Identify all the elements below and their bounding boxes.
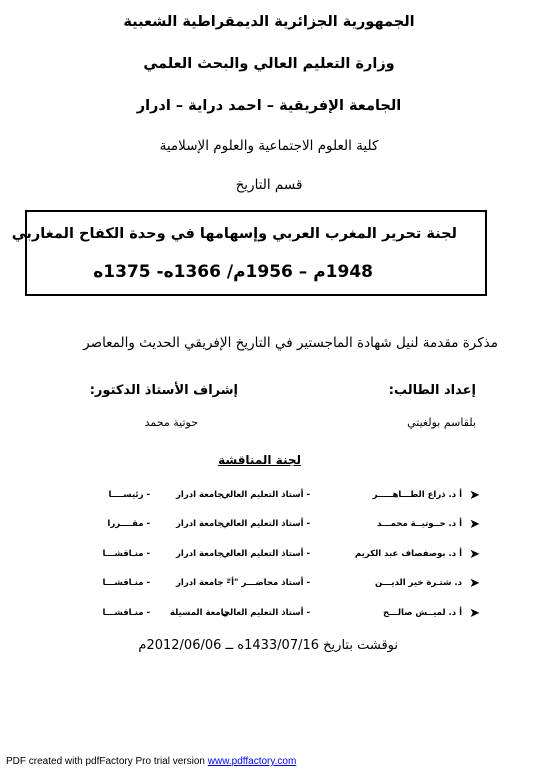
member-role: - منـاقشـــا (102, 549, 150, 559)
thesis-dates: 1948م – 1956م/ 1366ه- 1375ه (93, 262, 373, 282)
committee-member-row (60, 516, 480, 536)
faculty-heading: كلية العلوم الاجتماعية والعلوم الإسلامية (159, 138, 379, 154)
student-label: إعداد الطالب: (388, 383, 476, 398)
arrow-icon: ➤ (469, 547, 480, 562)
university-heading: الجامعة الإفريقية – احمد دراية – ادرار (136, 98, 402, 114)
member-name: د. شتـرة خير الديـــن (375, 578, 462, 588)
member-name: أ د. ذراع الطـــاهـــــر (372, 490, 462, 500)
member-rank: - أستاذ التعليم العالي (221, 490, 310, 500)
member-university: - جامعة ادرار (176, 549, 230, 559)
member-role: - مقــــررا (107, 519, 150, 529)
member-rank: - أستاذ محاضـــر "أ" (226, 578, 310, 588)
arrow-icon: ➤ (469, 517, 480, 532)
committee-member-row (60, 487, 480, 507)
thesis-title-box (11, 210, 487, 296)
footer-link[interactable]: www.pdffactory.com (207, 756, 297, 767)
member-university: - جامعة ادرار (176, 490, 230, 500)
member-university: جامعة المسيلة (169, 608, 230, 618)
member-role: - منـاقشـــا (102, 578, 150, 588)
student-name: بلقاسم بولغيتي (407, 416, 476, 429)
member-role: - منـاقشـــا (102, 608, 150, 618)
defense-date: نوقشت بتاريخ 1433/07/16ه ــ 2012/06/06م (138, 638, 398, 653)
committee-member-row (60, 546, 480, 566)
thesis-note: مذكرة مقدمة لنيل شهادة الماجستير في التاريخ الإفريقي الحديث والمعاصر (83, 335, 498, 351)
member-university: - جامعة ادرار (176, 578, 230, 588)
arrow-icon: ➤ (469, 576, 480, 591)
member-name: أ د. حــوتيــة محمـــد (377, 519, 462, 529)
footer-text: PDF created with pdfFactory Pro trial version (6, 756, 208, 767)
republic-heading: الجمهورية الجزائرية الديمقراطية الشعبية (123, 14, 415, 30)
member-rank: - أستاذ التعليم العالي (221, 608, 310, 618)
member-rank: - أستاذ التعليم العالي (221, 549, 310, 559)
committee-member-row (60, 605, 480, 625)
arrow-icon: ➤ (469, 606, 480, 621)
supervisor-name: حوتية محمد (144, 416, 198, 429)
arrow-icon: ➤ (469, 488, 480, 503)
member-name: أ د. لميــش صالـــح (382, 608, 462, 618)
department-heading: قسم التاريخ (235, 177, 303, 193)
supervisor-label: إشراف الأستاذ الدكتور: (89, 383, 238, 398)
pdf-footer (6, 756, 296, 767)
ministry-heading: وزارة التعليم العالي والبحث العلمي (143, 56, 395, 72)
committee-heading: لجنة المناقشة (218, 453, 301, 467)
member-rank: - أستاذ التعليم العالي (221, 519, 310, 529)
committee-member-row (60, 575, 480, 595)
member-role: - رئيســــا (108, 490, 150, 500)
member-university: - جامعة ادرار (176, 519, 230, 529)
thesis-title: لجنة تحرير المغرب العربي وإسهامها في وحدة الكفاح المغاربي (11, 226, 457, 242)
member-name: أ د. بوصفصاف عبد الكريم (354, 549, 462, 559)
